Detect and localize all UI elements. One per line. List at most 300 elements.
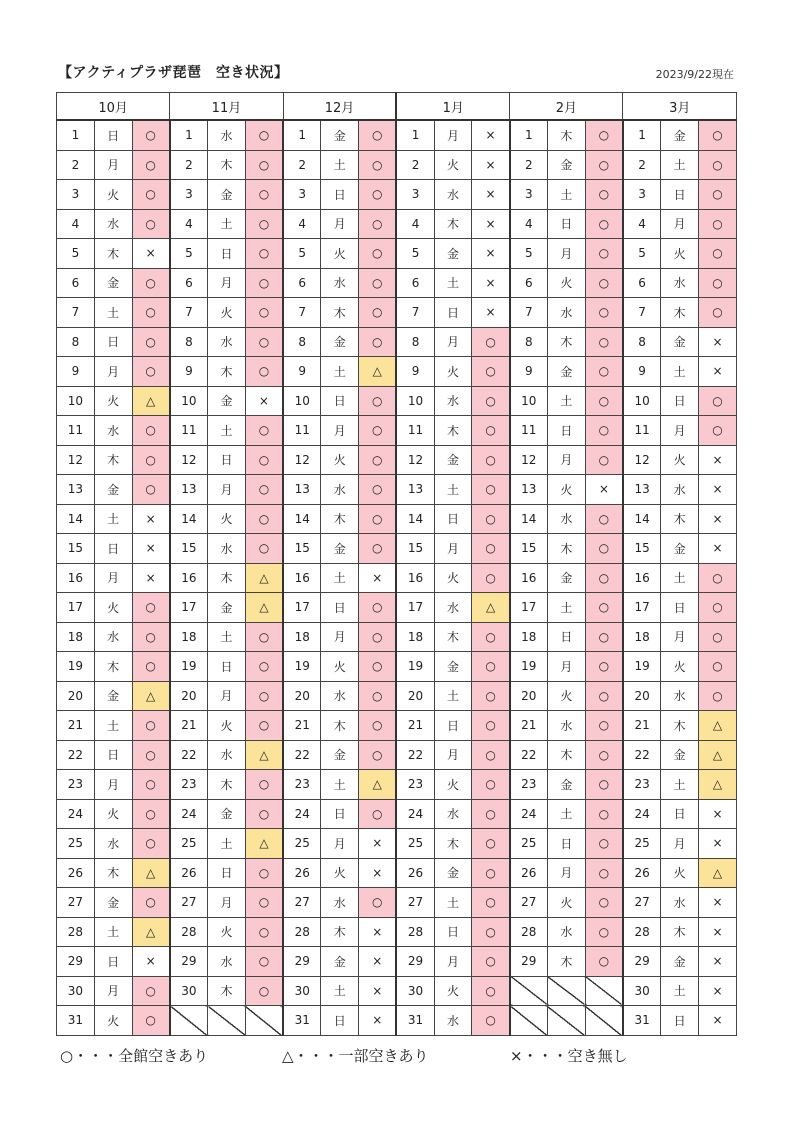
day-number: 10 [623, 386, 661, 416]
day-number: 17 [170, 593, 208, 623]
weekday: 火 [94, 799, 132, 829]
weekday: 月 [661, 829, 699, 859]
availability-status: ○ [132, 475, 170, 505]
availability-status: △ [132, 858, 170, 888]
weekday: 土 [434, 475, 472, 505]
day-number: 28 [170, 917, 208, 947]
availability-status: △ [472, 593, 510, 623]
day-number: 16 [283, 563, 321, 593]
day-number: 13 [623, 475, 661, 505]
availability-status: × [699, 445, 737, 475]
weekday: 月 [661, 416, 699, 446]
availability-status: ○ [472, 947, 510, 977]
availability-status: ○ [359, 534, 397, 564]
availability-status: × [585, 475, 623, 505]
availability-table [56, 92, 737, 1036]
table-row [57, 150, 737, 180]
day-number: 13 [396, 475, 434, 505]
table-row [57, 327, 737, 357]
day-number: 26 [396, 858, 434, 888]
table-row [57, 209, 737, 239]
availability-status: × [699, 829, 737, 859]
day-number: 24 [283, 799, 321, 829]
day-number: 31 [57, 1006, 95, 1036]
day-number: 19 [283, 652, 321, 682]
weekday: 日 [208, 858, 246, 888]
table-row [57, 829, 737, 859]
availability-status: ○ [132, 622, 170, 652]
day-number: 28 [623, 917, 661, 947]
availability-status: ○ [699, 622, 737, 652]
weekday: 水 [208, 327, 246, 357]
day-number: 31 [396, 1006, 434, 1036]
availability-status: △ [699, 858, 737, 888]
page-title: 【アクティプラザ琵琶 空き状況】 [58, 65, 289, 81]
weekday: 火 [434, 770, 472, 800]
day-number: 20 [283, 681, 321, 711]
availability-status: △ [132, 917, 170, 947]
weekday: 木 [94, 652, 132, 682]
weekday: 火 [321, 652, 359, 682]
day-number: 28 [510, 917, 548, 947]
weekday: 木 [321, 711, 359, 741]
day-number: 26 [170, 858, 208, 888]
weekday: 土 [547, 799, 585, 829]
weekday: 土 [547, 593, 585, 623]
day-number: 25 [510, 829, 548, 859]
availability-status: ○ [359, 150, 397, 180]
availability-status: × [359, 829, 397, 859]
weekday: 水 [661, 268, 699, 298]
month-header: 12月 [283, 93, 396, 121]
availability-status: ○ [245, 976, 283, 1006]
day-number: 17 [623, 593, 661, 623]
table-row [57, 947, 737, 977]
availability-status: ○ [132, 976, 170, 1006]
availability-status: ○ [585, 681, 623, 711]
day-number: 1 [57, 120, 95, 150]
availability-status: ○ [585, 327, 623, 357]
day-number: 24 [623, 799, 661, 829]
availability-status: ○ [472, 858, 510, 888]
weekday: 火 [321, 239, 359, 269]
availability-status: ○ [245, 770, 283, 800]
day-number: 13 [283, 475, 321, 505]
availability-status: × [359, 976, 397, 1006]
weekday: 日 [208, 239, 246, 269]
day-number: 30 [396, 976, 434, 1006]
table-row [57, 711, 737, 741]
availability-status: ○ [699, 268, 737, 298]
day-number: 7 [623, 298, 661, 328]
day-number: 22 [623, 740, 661, 770]
day-number: 13 [510, 475, 548, 505]
availability-status: ○ [359, 239, 397, 269]
day-number: 28 [396, 917, 434, 947]
day-number: 6 [57, 268, 95, 298]
day-number: 14 [170, 504, 208, 534]
weekday: 土 [321, 563, 359, 593]
weekday: 土 [94, 711, 132, 741]
availability-status: ○ [245, 268, 283, 298]
weekday: 水 [547, 711, 585, 741]
weekday: 土 [547, 180, 585, 210]
weekday: 土 [208, 829, 246, 859]
weekday: 水 [94, 829, 132, 859]
day-number: 24 [510, 799, 548, 829]
weekday: 土 [321, 357, 359, 387]
availability-status: ○ [245, 947, 283, 977]
table-row [57, 357, 737, 387]
availability-status: ○ [472, 386, 510, 416]
availability-status: ○ [472, 829, 510, 859]
availability-status: ○ [245, 711, 283, 741]
empty-day-cell [510, 1006, 548, 1036]
availability-status: ○ [245, 180, 283, 210]
weekday: 火 [208, 711, 246, 741]
weekday: 水 [208, 120, 246, 150]
availability-status: ○ [132, 1006, 170, 1036]
day-number: 2 [57, 150, 95, 180]
weekday: 木 [434, 416, 472, 446]
day-number: 11 [510, 416, 548, 446]
weekday: 金 [434, 858, 472, 888]
availability-status: ○ [699, 652, 737, 682]
weekday: 月 [94, 563, 132, 593]
availability-status: ○ [585, 799, 623, 829]
weekday: 木 [434, 829, 472, 859]
availability-status: ○ [132, 209, 170, 239]
day-number: 12 [623, 445, 661, 475]
weekday: 日 [547, 829, 585, 859]
availability-status: ○ [472, 711, 510, 741]
weekday: 月 [661, 622, 699, 652]
day-number: 15 [57, 534, 95, 564]
availability-status: × [472, 150, 510, 180]
weekday: 日 [434, 917, 472, 947]
weekday: 水 [547, 504, 585, 534]
availability-status: × [699, 504, 737, 534]
month-header: 11月 [170, 93, 283, 121]
table-row [57, 504, 737, 534]
availability-status: ○ [585, 504, 623, 534]
availability-status: ○ [585, 357, 623, 387]
table-row [57, 858, 737, 888]
day-number: 23 [510, 770, 548, 800]
day-number: 8 [283, 327, 321, 357]
availability-status: ○ [699, 416, 737, 446]
day-number: 21 [396, 711, 434, 741]
month-header: 2月 [510, 93, 623, 121]
weekday: 月 [94, 150, 132, 180]
weekday: 水 [94, 622, 132, 652]
weekday: 水 [434, 799, 472, 829]
availability-status: ○ [132, 180, 170, 210]
availability-status: ○ [472, 475, 510, 505]
weekday: 日 [661, 1006, 699, 1036]
weekday: 火 [547, 268, 585, 298]
day-number: 22 [396, 740, 434, 770]
availability-status: ○ [359, 475, 397, 505]
weekday: 日 [547, 416, 585, 446]
availability-status: ○ [699, 386, 737, 416]
weekday: 木 [321, 917, 359, 947]
weekday: 木 [208, 150, 246, 180]
day-number: 9 [283, 357, 321, 387]
weekday: 金 [547, 770, 585, 800]
weekday: 木 [208, 770, 246, 800]
table-row [57, 445, 737, 475]
day-number: 11 [396, 416, 434, 446]
weekday: 金 [661, 327, 699, 357]
weekday: 水 [661, 475, 699, 505]
weekday: 月 [434, 534, 472, 564]
empty-day-cell [547, 976, 585, 1006]
day-number: 20 [510, 681, 548, 711]
availability-status: × [132, 947, 170, 977]
day-number: 16 [510, 563, 548, 593]
weekday: 金 [547, 357, 585, 387]
day-number: 30 [170, 976, 208, 1006]
day-number: 13 [170, 475, 208, 505]
day-number: 15 [283, 534, 321, 564]
day-number: 17 [283, 593, 321, 623]
empty-day-cell [585, 976, 623, 1006]
day-number: 30 [283, 976, 321, 1006]
availability-status: × [132, 534, 170, 564]
weekday: 水 [434, 386, 472, 416]
weekday: 月 [208, 268, 246, 298]
weekday: 月 [547, 652, 585, 682]
day-number: 11 [170, 416, 208, 446]
legend [60, 1045, 628, 1066]
weekday: 金 [661, 947, 699, 977]
weekday: 日 [661, 180, 699, 210]
day-number: 26 [57, 858, 95, 888]
day-number: 18 [170, 622, 208, 652]
availability-status: ○ [699, 120, 737, 150]
weekday: 月 [434, 740, 472, 770]
day-number: 25 [283, 829, 321, 859]
availability-status: ○ [359, 711, 397, 741]
day-number: 1 [170, 120, 208, 150]
availability-status: ○ [472, 917, 510, 947]
availability-status: ○ [359, 799, 397, 829]
availability-status: ○ [245, 504, 283, 534]
availability-status: ○ [245, 298, 283, 328]
weekday: 金 [321, 534, 359, 564]
availability-status: ○ [699, 563, 737, 593]
day-number: 17 [57, 593, 95, 623]
day-number: 17 [510, 593, 548, 623]
day-number: 10 [170, 386, 208, 416]
weekday: 木 [661, 504, 699, 534]
availability-status: × [699, 327, 737, 357]
empty-day-cell [245, 1006, 283, 1036]
weekday: 木 [94, 445, 132, 475]
weekday: 火 [661, 858, 699, 888]
availability-status: ○ [132, 416, 170, 446]
day-number: 16 [170, 563, 208, 593]
day-number: 3 [510, 180, 548, 210]
weekday: 木 [321, 298, 359, 328]
availability-status: ○ [585, 445, 623, 475]
weekday: 月 [434, 120, 472, 150]
empty-day-cell [208, 1006, 246, 1036]
weekday: 木 [547, 740, 585, 770]
availability-status: ○ [245, 622, 283, 652]
day-number: 12 [170, 445, 208, 475]
weekday: 水 [661, 888, 699, 918]
weekday: 土 [321, 976, 359, 1006]
day-number: 21 [170, 711, 208, 741]
availability-status: ○ [359, 327, 397, 357]
day-number: 24 [57, 799, 95, 829]
weekday: 水 [321, 268, 359, 298]
weekday: 日 [321, 593, 359, 623]
availability-status: ○ [472, 327, 510, 357]
table-row [57, 1006, 737, 1036]
availability-status: ○ [585, 416, 623, 446]
weekday: 木 [547, 947, 585, 977]
availability-status: ○ [699, 681, 737, 711]
weekday: 土 [434, 681, 472, 711]
day-number: 20 [57, 681, 95, 711]
weekday: 火 [661, 239, 699, 269]
availability-status: ○ [245, 799, 283, 829]
weekday: 月 [208, 681, 246, 711]
day-number: 2 [510, 150, 548, 180]
weekday: 金 [434, 445, 472, 475]
weekday: 土 [434, 888, 472, 918]
table-row [57, 120, 737, 150]
availability-status: ○ [472, 416, 510, 446]
day-number: 30 [57, 976, 95, 1006]
legend-full: ○・・・全館空きあり [60, 1047, 209, 1065]
day-number: 27 [396, 888, 434, 918]
table-row [57, 770, 737, 800]
day-number: 4 [623, 209, 661, 239]
weekday: 日 [94, 120, 132, 150]
day-number: 20 [396, 681, 434, 711]
availability-status: ○ [132, 888, 170, 918]
day-number: 10 [57, 386, 95, 416]
availability-status: ○ [472, 976, 510, 1006]
availability-status: ○ [245, 327, 283, 357]
day-number: 20 [170, 681, 208, 711]
table-row [57, 799, 737, 829]
day-number: 4 [510, 209, 548, 239]
day-number: 6 [396, 268, 434, 298]
availability-status: ○ [245, 150, 283, 180]
availability-status: ○ [585, 120, 623, 150]
availability-status: ○ [132, 799, 170, 829]
day-number: 14 [396, 504, 434, 534]
weekday: 木 [94, 239, 132, 269]
day-number: 25 [57, 829, 95, 859]
weekday: 火 [94, 386, 132, 416]
day-number: 19 [510, 652, 548, 682]
day-number: 26 [283, 858, 321, 888]
availability-status: ○ [245, 888, 283, 918]
weekday: 土 [94, 917, 132, 947]
day-number: 4 [396, 209, 434, 239]
table-row [57, 180, 737, 210]
availability-status: ○ [585, 858, 623, 888]
day-number: 29 [57, 947, 95, 977]
day-number: 29 [396, 947, 434, 977]
table-row [57, 475, 737, 505]
availability-status: ○ [245, 534, 283, 564]
weekday: 木 [661, 711, 699, 741]
day-number: 1 [396, 120, 434, 150]
availability-status: ○ [132, 268, 170, 298]
weekday: 水 [547, 298, 585, 328]
weekday: 木 [94, 858, 132, 888]
table-row [57, 681, 737, 711]
availability-status: × [472, 268, 510, 298]
weekday: 土 [208, 209, 246, 239]
weekday: 水 [321, 475, 359, 505]
day-number: 18 [57, 622, 95, 652]
month-header-row [57, 93, 737, 121]
availability-status: ○ [585, 711, 623, 741]
day-number: 7 [396, 298, 434, 328]
availability-status: ○ [245, 239, 283, 269]
availability-status: △ [132, 681, 170, 711]
weekday: 月 [321, 209, 359, 239]
day-number: 8 [57, 327, 95, 357]
availability-status: ○ [245, 445, 283, 475]
day-number: 25 [623, 829, 661, 859]
day-number: 18 [396, 622, 434, 652]
weekday: 日 [321, 180, 359, 210]
weekday: 金 [434, 652, 472, 682]
availability-status: △ [359, 770, 397, 800]
weekday: 金 [661, 534, 699, 564]
day-number: 22 [170, 740, 208, 770]
weekday: 日 [94, 534, 132, 564]
availability-status: ○ [585, 947, 623, 977]
day-number: 31 [283, 1006, 321, 1036]
availability-status: ○ [132, 298, 170, 328]
availability-status: × [699, 357, 737, 387]
availability-status: × [699, 799, 737, 829]
weekday: 金 [208, 180, 246, 210]
weekday: 日 [661, 799, 699, 829]
weekday: 日 [321, 799, 359, 829]
day-number: 12 [283, 445, 321, 475]
availability-status: ○ [132, 445, 170, 475]
day-number: 8 [623, 327, 661, 357]
day-number: 5 [396, 239, 434, 269]
availability-status: ○ [585, 239, 623, 269]
day-number: 1 [623, 120, 661, 150]
availability-status: × [472, 209, 510, 239]
weekday: 月 [94, 770, 132, 800]
day-number: 14 [57, 504, 95, 534]
day-number: 3 [57, 180, 95, 210]
weekday: 日 [547, 209, 585, 239]
availability-status: ○ [585, 268, 623, 298]
weekday: 月 [208, 475, 246, 505]
weekday: 火 [321, 858, 359, 888]
day-number: 27 [57, 888, 95, 918]
day-number: 18 [283, 622, 321, 652]
day-number: 7 [283, 298, 321, 328]
availability-status: ○ [359, 593, 397, 623]
calendar-body [57, 120, 737, 1035]
